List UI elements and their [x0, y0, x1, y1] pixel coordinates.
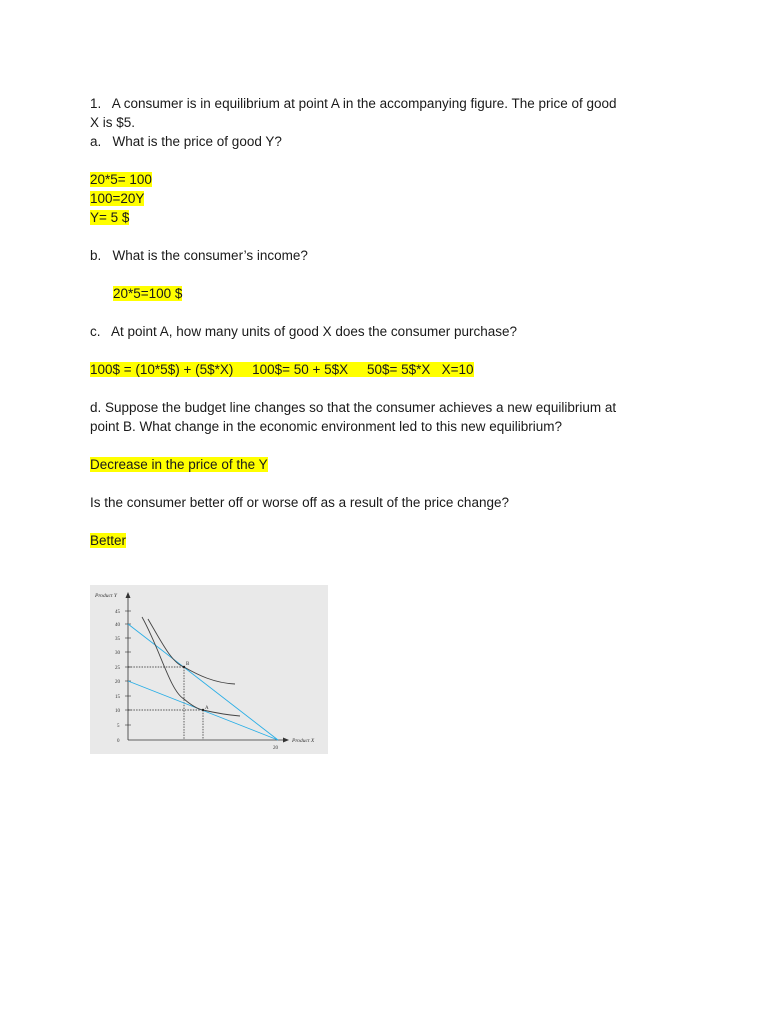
- y-tick-label: 40: [115, 623, 120, 628]
- question-d-line-1: d. Suppose the budget line changes so that the consumer achieves a new equilibrium at: [90, 400, 617, 415]
- point-a-marker: [202, 709, 204, 711]
- question-1-line-1: 1. A consumer is in equilibrium at point A in the accompanying figure. The price of good: [90, 96, 617, 111]
- answer-e: Better: [90, 533, 127, 548]
- y-axis-arrow-icon: [126, 592, 131, 598]
- y-tick-label: 25: [115, 666, 120, 671]
- y-tick-label: 10: [115, 709, 120, 714]
- x-axis-arrow-icon: [283, 738, 289, 743]
- answer-b: 20*5=100 $: [113, 286, 183, 301]
- y-tick-label: 0: [117, 739, 120, 744]
- y-tick-label: 5: [117, 724, 120, 729]
- point-b-label: B: [186, 662, 190, 667]
- question-d-line-2: point B. What change in the economic environment led to this new equilibrium?: [90, 419, 563, 434]
- budget-line-new: [128, 624, 278, 740]
- question-a: a. What is the price of good Y?: [90, 134, 282, 149]
- answer-d: Decrease in the price of the Y: [90, 457, 268, 472]
- figure-svg: [90, 585, 328, 754]
- answer-a-line-2: 100=20Y: [90, 191, 145, 206]
- y-tick-label: 20: [115, 680, 120, 685]
- document-body: [90, 94, 650, 550]
- indifference-curve-upper: [148, 619, 235, 684]
- x-tick-label: 20: [273, 746, 278, 751]
- answer-a-line-3: Y= 5 $: [90, 210, 130, 225]
- indifference-curve-figure: [90, 585, 328, 754]
- question-c: c. At point A, how many units of good X does the consumer purchase?: [90, 324, 518, 339]
- y-tick-label: 30: [115, 651, 120, 656]
- x-axis-label: Product X: [292, 738, 315, 744]
- y-axis-label: Product Y: [95, 593, 117, 599]
- point-a-label: A: [205, 706, 209, 711]
- y-tick-label: 35: [115, 637, 120, 642]
- question-b: b. What is the consumer’s income?: [90, 248, 308, 263]
- y-tick-label: 45: [115, 610, 120, 615]
- question-1-line-2: X is $5.: [90, 115, 136, 130]
- question-e: Is the consumer better off or worse off as a result of the price change?: [90, 495, 509, 510]
- answer-a-line-1: 20*5= 100: [90, 172, 152, 187]
- point-b-marker: [183, 666, 185, 668]
- indifference-curve-lower: [142, 617, 240, 716]
- answer-c: 100$ = (10*5$) + (5$*X) 100$= 50 + 5$X 50$= 5$*X X=10: [90, 362, 474, 377]
- y-tick-label: 15: [115, 695, 120, 700]
- guide-lines: [128, 667, 203, 740]
